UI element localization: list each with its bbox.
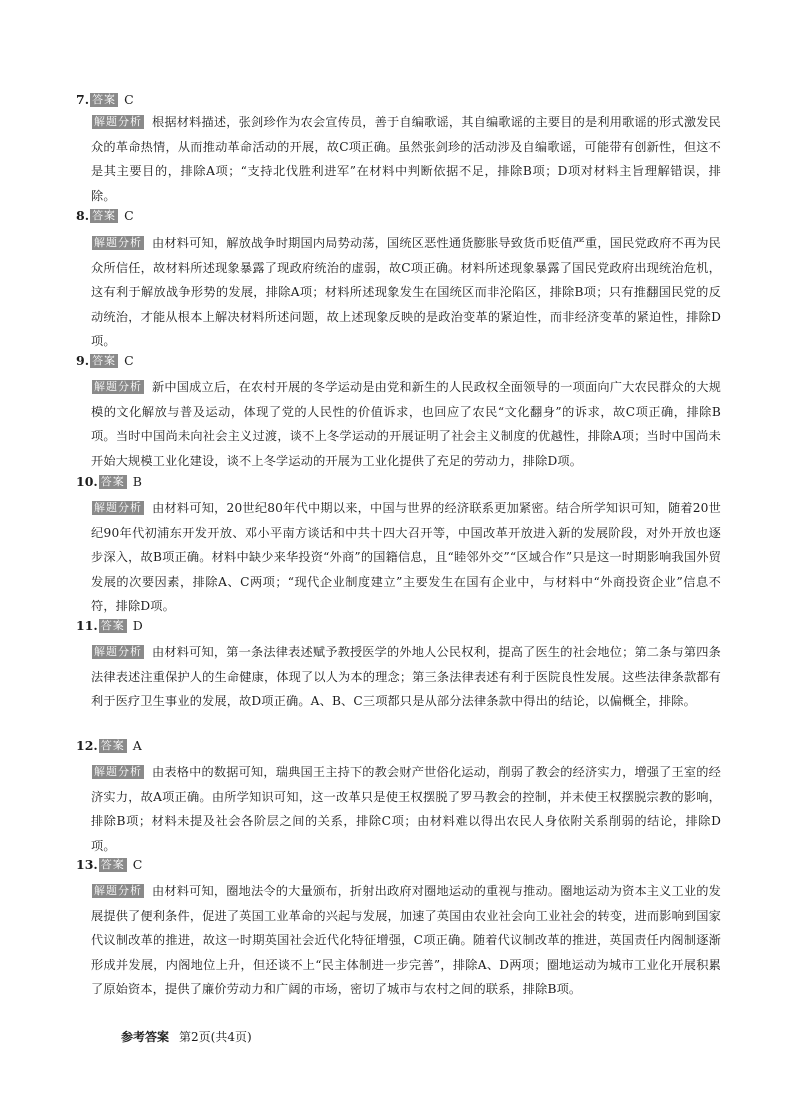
answer-letter: D xyxy=(132,618,143,633)
question-number: 12. xyxy=(76,738,98,753)
answer-line xyxy=(76,857,142,873)
analysis-text: 由材料可知，20世纪80年代中期以来，中国与世界的经济联系更加紧密。结合所学知识可知，随着20世纪90年代初浦东开发开放、邓小平南方谈话和中共十四大召开等，中国改革开放进入新的发展阶段，对外开放也逐步深入，故B项正确。材料中缺少来华投资“外商”的国籍信息，且“睦邻外交”“区域合作”只是这一时期影响我国外贸发展的次要因素，排除A、C两项；“现代企业制度建立”主要发生在国有企业中，与材料中“外商投资企业”信息不符，排除D项。 xyxy=(91,501,721,613)
question-number: 11. xyxy=(76,618,98,633)
question-number: 7. xyxy=(76,92,90,107)
analysis-tag: 解题分析 xyxy=(94,765,142,778)
answer-letter: C xyxy=(124,92,134,107)
analysis-text: 由材料可知，解放战争时期国内局势动荡，国统区恶性通货膨胀导致货币贬值严重，国民党政府不再为民众所信任，故材料所述现象暴露了现政府统治的虚弱，故C项正确。材料所述现象暴露了国民党政府出现统治危机，这有利于解放战争形势的发展，排除A项；材料所述现象发生在国统区而非沦陷区，排除B项；只有推翻国民党的反动统治，才能从根本上解决材料所述问题，故上述现象反映的是政治变革的紧迫性，而非经济变革的紧迫性，排除D项。 xyxy=(91,236,721,348)
answer-letter: C xyxy=(132,857,143,872)
answer-tag: 答案 xyxy=(100,475,125,488)
answer-tag: 答案 xyxy=(92,209,117,222)
page-number: 第2页(共4页) xyxy=(179,1030,252,1044)
analysis-tag: 解题分析 xyxy=(94,236,142,249)
analysis-text: 由表格中的数据可知，瑞典国王主持下的教会财产世俗化运动，削弱了教会的经济实力，增强了王室的经济实力，故A项正确。由所学知识可知，这一改革只是使王权摆脱了罗马教会的控制，并未使王权摆脱宗教的影响，排除B项；材料未提及社会各阶层之间的关系，排除C项；由材料难以得出农民人身依附关系削弱的结论，排除D项。 xyxy=(91,765,721,853)
answer-letter: C xyxy=(124,353,134,368)
analysis-tag: 解题分析 xyxy=(94,115,142,128)
analysis-paragraph xyxy=(91,640,721,714)
answer-line xyxy=(76,474,142,490)
answer-line xyxy=(76,208,134,224)
page-footer xyxy=(121,1029,252,1045)
answer-tag: 答案 xyxy=(100,858,125,871)
answer-line xyxy=(76,618,143,634)
answer-tag: 答案 xyxy=(100,739,125,752)
answer-tag: 答案 xyxy=(92,354,117,367)
answer-line xyxy=(76,92,134,108)
analysis-text: 根据材料描述，张剑珍作为农会宣传员，善于自编歌谣，其自编歌谣的主要目的是利用歌谣的形式激发民众的革命热情，从而推动革命活动的开展，故C项正确。虽然张剑珍的活动涉及自编歌谣，可能带有创新性，但这不是其主要目的，排除A项；“支持北伐胜利进军”在材料中判断依据不足，排除B项；D项对材料主旨理解错误，排除。 xyxy=(91,115,721,203)
analysis-text: 由材料可知，第一条法律表述赋予教授医学的外地人公民权利，提高了医生的社会地位；第二条与第四条法律表述注重保护人的生命健康，体现了以人为本的理念；第三条法律表述有利于医院良性发展。这些法律条款都有利于医疗卫生事业的发展，故D项正确。A、B、C三项都只是从部分法律条款中得出的结论，以偏概全，排除。 xyxy=(91,645,721,708)
analysis-paragraph xyxy=(91,760,721,858)
analysis-paragraph xyxy=(91,110,721,208)
answer-letter: A xyxy=(132,738,142,753)
analysis-paragraph xyxy=(91,231,721,354)
answer-line xyxy=(76,353,134,369)
answer-tag: 答案 xyxy=(100,619,125,632)
analysis-tag: 解题分析 xyxy=(94,501,142,514)
footer-title: 参考答案 xyxy=(121,1030,170,1044)
analysis-tag: 解题分析 xyxy=(94,645,142,658)
answer-letter: C xyxy=(124,208,134,223)
answer-line xyxy=(76,738,142,754)
answer-tag: 答案 xyxy=(92,93,117,106)
analysis-paragraph xyxy=(91,496,721,619)
analysis-tag: 解题分析 xyxy=(94,380,142,393)
analysis-paragraph xyxy=(91,375,721,473)
answer-letter: B xyxy=(132,474,142,489)
question-number: 10. xyxy=(76,474,98,489)
question-number: 9. xyxy=(76,353,90,368)
question-number: 8. xyxy=(76,208,90,223)
analysis-paragraph xyxy=(91,879,721,1002)
analysis-text: 由材料可知，圈地法令的大量颁布，折射出政府对圈地运动的重视与推动。圈地运动为资本主义工业的发展提供了便利条件，促进了英国工业革命的兴起与发展，加速了英国由农业社会向工业社会的转变，进而影响到国家代议制改革的推进，故这一时期英国社会近代化特征增强，C项正确。随着代议制改革的推进，英国责任内阁制逐渐形成并发展，内阁地位上升，但还谈不上“民主体制进一步完善”，排除A、D两项；圈地运动为城市工业化开展积累了原始资本，提供了廉价劳动力和广阔的市场，密切了城市与农村之间的联系，排除B项。 xyxy=(91,884,721,996)
analysis-tag: 解题分析 xyxy=(94,884,142,897)
analysis-text: 新中国成立后，在农村开展的冬学运动是由党和新生的人民政权全面领导的一项面向广大农民群众的大规模的文化解放与普及运动，体现了党的人民性的价值诉求，也回应了农民“文化翻身”的诉求，故C项正确，排除B项。当时中国尚未向社会主义过渡，谈不上冬学运动的开展证明了社会主义制度的优越性，排除A项；当时中国尚未开始大规模工业化建设，谈不上冬学运动的开展为工业化提供了充足的劳动力，排除D项。 xyxy=(91,380,721,468)
question-number: 13. xyxy=(76,857,98,872)
